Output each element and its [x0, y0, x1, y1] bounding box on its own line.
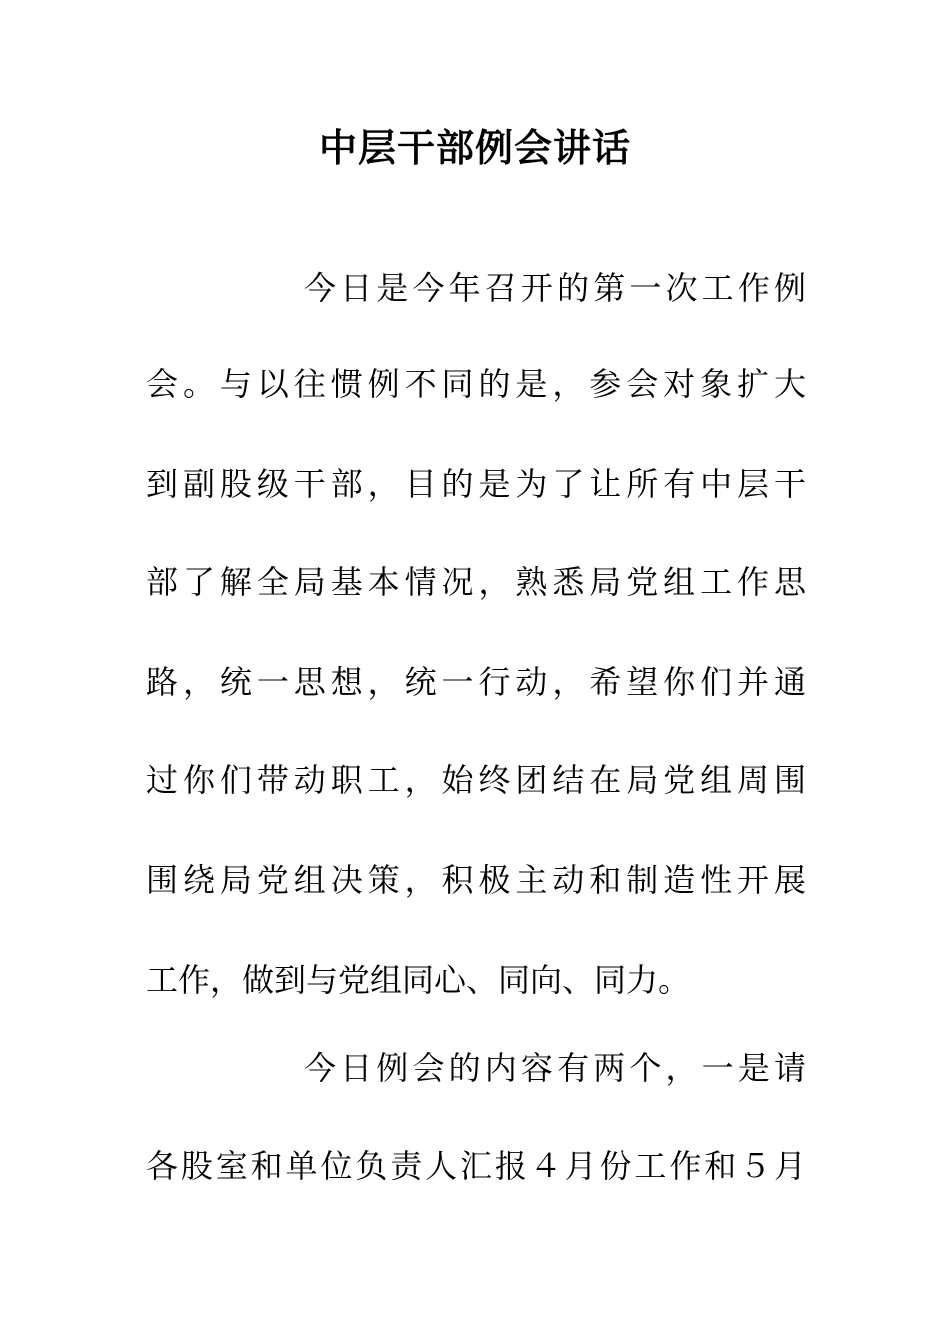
paragraph-1-line-1: 今日是今年召开的第一次工作例 [304, 269, 806, 307]
document-title: 中层干部例会讲话 [318, 126, 631, 170]
paragraph-1-line-3: 到副股级干部，目的是为了让所有中层干 [146, 465, 806, 503]
paragraph-2-line-1: 今日例会的内容有两个，一是请 [304, 1049, 806, 1087]
paragraph-1-line-5: 路，统一思想，统一行动，希望你们并通 [146, 663, 806, 701]
paragraph-1-line-4: 部了解全局基本情况，熟悉局党组工作思 [146, 563, 806, 601]
paragraph-1-line-8: 工作，做到与党组同心、同向、同力。 [146, 961, 691, 999]
paragraph-1-line-7: 围绕局党组决策，积极主动和制造性开展 [146, 861, 806, 899]
paragraph-1-line-6: 过你们带动职工，始终团结在局党组周围 [146, 761, 806, 799]
paragraph-1-line-2: 会。与以往惯例不同的是，参会对象扩大 [146, 365, 806, 403]
paragraph-2-line-2: 各股室和单位负责人汇报４月份工作和５月 [146, 1147, 806, 1185]
